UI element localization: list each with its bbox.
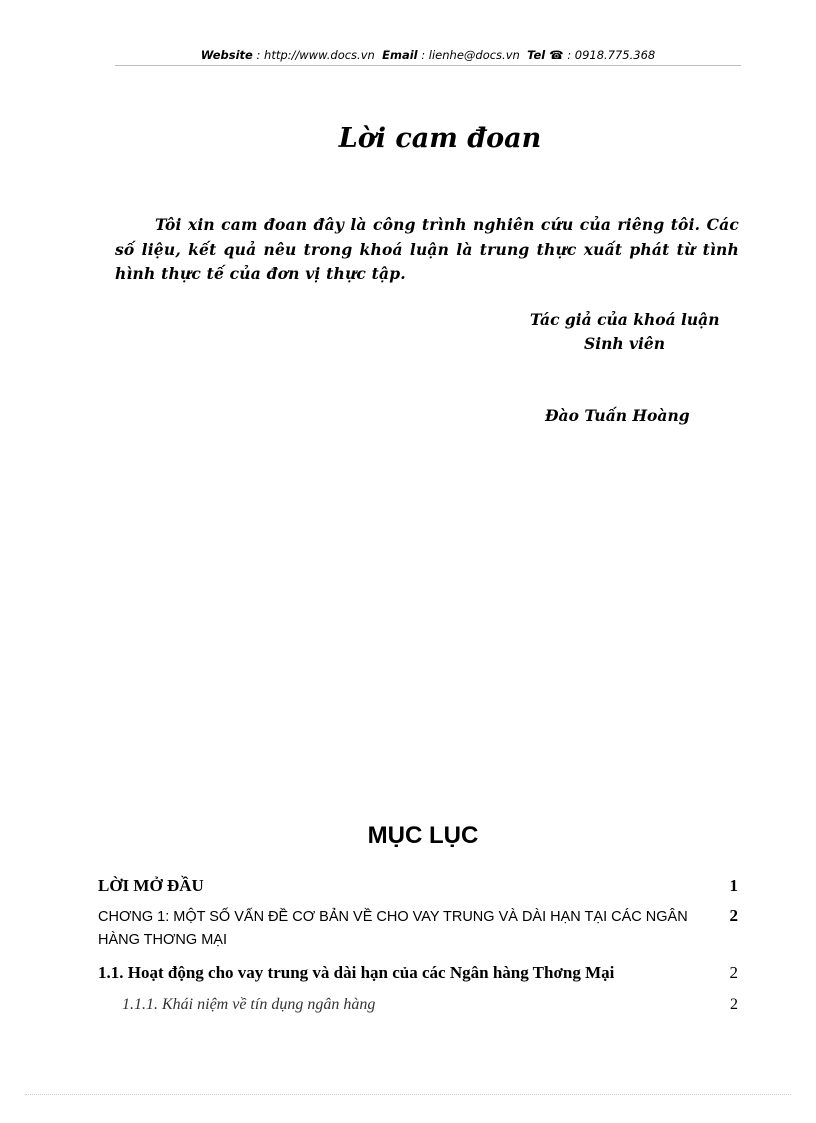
- tel-label: Tel ☎: [527, 48, 564, 62]
- page-header: [115, 48, 741, 62]
- toc-entry[interactable]: [122, 996, 738, 1014]
- toc-entry[interactable]: [98, 963, 738, 983]
- toc-entry-page: 1: [729, 876, 738, 895]
- toc-entry-text: 1.1. Hoạt động cho vay trung và dài hạn của các Ngân hàng Thơng Mại: [98, 963, 615, 982]
- signature-title: Sinh viên: [584, 334, 666, 353]
- toc-entry-page: 2: [730, 996, 738, 1013]
- email-label: Email: [382, 48, 418, 62]
- email-value[interactable]: : lienhe@docs.vn: [421, 48, 520, 62]
- signature-name: Đào Tuấn Hoàng: [545, 406, 690, 425]
- signature-role: Tác giả của khoá luận: [530, 310, 720, 329]
- page-bottom-divider: [25, 1094, 791, 1095]
- declaration-body: Tôi xin cam đoan đây là công trình nghiên cứu của riêng tôi. Các số liệu, kết quả nêu trong khoá luận là trung thực xuất phát từ tình hình thực tế của đơn vị thực tập.: [115, 215, 739, 283]
- toc-entry[interactable]: [98, 876, 738, 896]
- toc-entry-text: LỜI MỞ ĐẦU: [98, 876, 204, 895]
- declaration-title: Lời cam đoan: [338, 123, 542, 154]
- toc-entry-text: CHƠNG 1: MỘT SỐ VẤN ĐỀ CƠ BẢN VỀ CHO VAY TRUNG VÀ DÀI HẠN TẠI CÁC NGÂN HÀNG THƠNG MẠI: [98, 909, 688, 948]
- website-label: Website: [200, 48, 253, 62]
- header-divider: [115, 65, 741, 66]
- toc-title: MỤC LỤC: [367, 822, 479, 849]
- website-value[interactable]: : http://www.docs.vn: [256, 48, 375, 62]
- tel-value: : 0918.775.368: [567, 48, 656, 62]
- toc-entry[interactable]: [98, 906, 738, 952]
- toc-entry-text: 1.1.1. Khái niệm về tín dụng ngân hàng: [122, 996, 376, 1013]
- toc-entry-page: 2: [729, 963, 738, 982]
- toc-entry-page: 2: [729, 906, 738, 925]
